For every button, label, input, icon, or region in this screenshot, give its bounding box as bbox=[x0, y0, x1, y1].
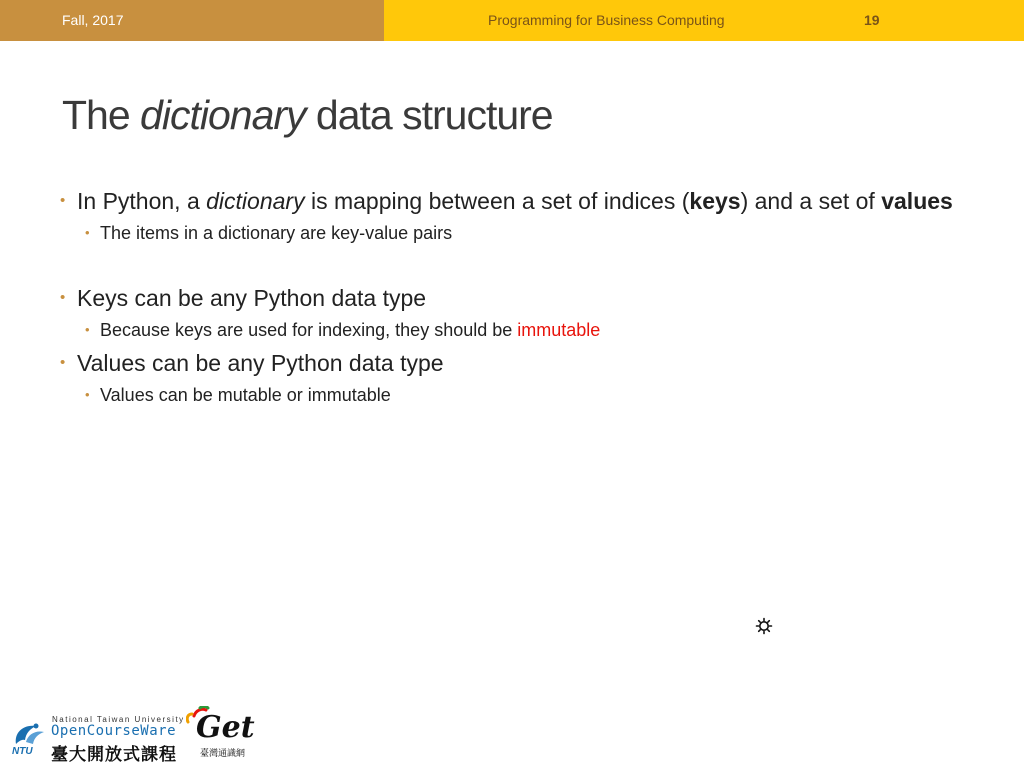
ntu-name: National Taiwan University bbox=[52, 715, 185, 724]
bullet-text: is mapping between a set of indices ( bbox=[304, 188, 690, 214]
opencourseware-chinese: 臺大開放式課程 bbox=[51, 745, 177, 764]
slide-header bbox=[0, 0, 1024, 41]
bullet-text: Because keys are used for indexing, they should be bbox=[100, 320, 518, 340]
sub-bullet-keys-immutable bbox=[85, 318, 960, 342]
highlight-immutable: immutable bbox=[517, 320, 601, 340]
bullet-values-type: • Values can be any Python data type bbox=[60, 348, 960, 378]
slide-title bbox=[62, 92, 553, 139]
sub-bullet-key-value-pairs: • The items in a dictionary are key-value pairs bbox=[85, 221, 960, 245]
bullet-keys-type: • Keys can be any Python data type bbox=[60, 283, 960, 313]
slide-body bbox=[60, 186, 960, 407]
header-page-number: 19 bbox=[864, 12, 880, 28]
get-logo bbox=[186, 706, 255, 764]
header-left-band bbox=[0, 0, 384, 41]
bullet-bold-keys: keys bbox=[689, 188, 741, 214]
ntu-logo-text: NTU bbox=[12, 746, 33, 757]
get-logo-text: Get bbox=[196, 710, 255, 745]
ntu-ocw-logo bbox=[8, 712, 185, 764]
header-course-title: Programming for Business Computing bbox=[488, 12, 725, 28]
bullet-dictionary-definition bbox=[60, 186, 960, 216]
title-part2: data structure bbox=[305, 92, 553, 138]
bullet-text: In Python, a bbox=[77, 188, 207, 214]
opencourseware-text: OpenCourseWare bbox=[51, 723, 177, 739]
title-part1: The bbox=[62, 92, 141, 138]
title-italic: dictionary bbox=[140, 92, 306, 138]
header-date: Fall, 2017 bbox=[62, 12, 124, 28]
gear-icon-graphic bbox=[755, 617, 773, 635]
get-logo-chinese: 臺灣通識網 bbox=[200, 748, 246, 758]
sub-bullet-values-mutability: • Values can be mutable or immutable bbox=[85, 383, 960, 407]
bullet-italic-term: dictionary bbox=[206, 188, 305, 214]
bullet-bold-values: values bbox=[881, 188, 953, 214]
header-right-band bbox=[384, 0, 1024, 41]
gear-icon[interactable] bbox=[755, 617, 773, 638]
bullet-text: ) and a set of bbox=[740, 188, 882, 214]
